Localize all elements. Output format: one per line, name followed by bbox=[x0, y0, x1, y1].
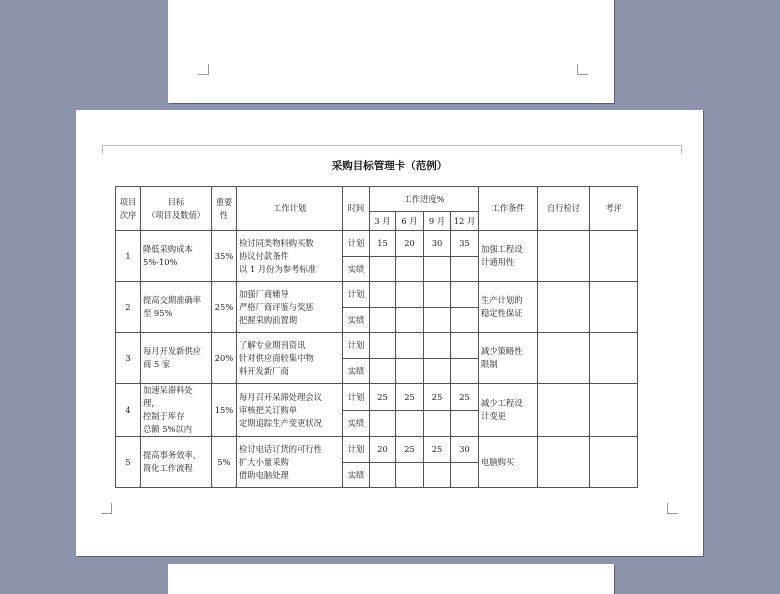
target-cell: 提高事务效率， 简化工作流程 bbox=[141, 437, 212, 488]
actual-cell bbox=[424, 307, 451, 333]
time-plan-label: 计划 bbox=[343, 384, 370, 411]
actual-cell bbox=[451, 307, 479, 333]
condition-cell: 生产计划的 稳定性保证 bbox=[479, 282, 538, 333]
time-actual-label: 实绩 bbox=[343, 462, 370, 488]
time-actual-label: 实绩 bbox=[343, 358, 370, 384]
actual-cell bbox=[451, 256, 479, 282]
actual-cell bbox=[424, 462, 451, 488]
progress-cell: 25 bbox=[370, 384, 396, 411]
table-row bbox=[116, 333, 638, 359]
progress-cell: 25 bbox=[396, 437, 424, 463]
review-cell bbox=[590, 437, 638, 488]
table-row bbox=[116, 437, 638, 463]
actual-cell bbox=[370, 410, 396, 437]
weight-cell: 15% bbox=[212, 384, 237, 437]
review-cell bbox=[590, 282, 638, 333]
target-cell: 提高交期准确率 至 95% bbox=[141, 282, 212, 333]
time-plan-label: 计划 bbox=[343, 437, 370, 463]
progress-cell bbox=[424, 282, 451, 308]
header-self-check: 自行检讨 bbox=[538, 187, 590, 231]
header-month: 6 月 bbox=[396, 212, 424, 231]
condition-cell: 减少策略性 限制 bbox=[479, 333, 538, 384]
progress-cell: 20 bbox=[370, 437, 396, 463]
weight-cell: 35% bbox=[212, 231, 237, 282]
time-actual-label: 实绩 bbox=[343, 307, 370, 333]
row-number: 4 bbox=[116, 384, 141, 437]
progress-cell: 25 bbox=[424, 437, 451, 463]
review-cell bbox=[590, 333, 638, 384]
header-month: 9 月 bbox=[424, 212, 451, 231]
plan-cell: 加强厂商辅导 严格厂商评鉴与奖惩 把握采购前置期 bbox=[237, 282, 343, 333]
row-number: 3 bbox=[116, 333, 141, 384]
row-number: 1 bbox=[116, 231, 141, 282]
progress-cell bbox=[424, 333, 451, 359]
weight-cell: 5% bbox=[212, 437, 237, 488]
header-condition: 工作条件 bbox=[479, 187, 538, 231]
progress-cell: 35 bbox=[451, 231, 479, 257]
self-check-cell bbox=[538, 282, 590, 333]
progress-cell: 25 bbox=[396, 384, 424, 411]
self-check-cell bbox=[538, 333, 590, 384]
progress-cell bbox=[396, 333, 424, 359]
header-weight: 重要 性 bbox=[212, 187, 237, 231]
actual-cell bbox=[424, 256, 451, 282]
plan-cell: 每月召开呆滞处理会议 审核把关订购单 定期追踪生产变更状况 bbox=[237, 384, 343, 437]
header-review: 考评 bbox=[590, 187, 638, 231]
self-check-cell bbox=[538, 384, 590, 437]
progress-cell bbox=[451, 282, 479, 308]
actual-cell bbox=[451, 462, 479, 488]
time-plan-label: 计划 bbox=[343, 231, 370, 257]
actual-cell bbox=[370, 256, 396, 282]
progress-cell: 20 bbox=[396, 231, 424, 257]
actual-cell bbox=[424, 410, 451, 437]
document-page bbox=[76, 110, 703, 556]
header-target: 目标 （项目及数值） bbox=[141, 187, 212, 231]
progress-cell bbox=[370, 333, 396, 359]
actual-cell bbox=[396, 307, 424, 333]
self-check-cell bbox=[538, 437, 590, 488]
crop-mark bbox=[198, 64, 209, 75]
actual-cell bbox=[424, 358, 451, 384]
next-page bbox=[168, 564, 614, 594]
page-title: 采购目标管理卡（范例） bbox=[331, 160, 448, 172]
plan-cell: 检讨同类物料购买数 协议付款条件 以 1 月份为参考标准 bbox=[237, 231, 343, 282]
actual-cell bbox=[370, 307, 396, 333]
row-number: 5 bbox=[116, 437, 141, 488]
header-month: 3 月 bbox=[370, 212, 396, 231]
actual-cell bbox=[370, 462, 396, 488]
actual-cell bbox=[370, 358, 396, 384]
review-cell bbox=[590, 231, 638, 282]
progress-cell bbox=[396, 282, 424, 308]
condition-cell: 加强工程设 计通用性 bbox=[479, 231, 538, 282]
target-cell: 降低采购成本 5%-10% bbox=[141, 231, 212, 282]
condition-cell: 减少工程设 计变更 bbox=[479, 384, 538, 437]
review-cell bbox=[590, 384, 638, 437]
crop-mark bbox=[667, 503, 678, 514]
weight-cell: 25% bbox=[212, 282, 237, 333]
target-cell: 加速呆滞料处理， 控制于库存 总额 5%以内 bbox=[141, 384, 212, 437]
table-row bbox=[116, 384, 638, 411]
purchase-target-table bbox=[115, 186, 638, 488]
plan-cell: 了解专业期刊资讯 针对供应商较集中物 料开发新厂商 bbox=[237, 333, 343, 384]
actual-cell bbox=[396, 358, 424, 384]
previous-page bbox=[168, 0, 614, 103]
self-check-cell bbox=[538, 231, 590, 282]
actual-cell bbox=[396, 256, 424, 282]
time-actual-label: 实绩 bbox=[343, 256, 370, 282]
progress-cell: 25 bbox=[424, 384, 451, 411]
time-plan-label: 计划 bbox=[343, 333, 370, 359]
table-row bbox=[116, 282, 638, 308]
target-cell: 每月开发新供应 商 5 家 bbox=[141, 333, 212, 384]
actual-cell bbox=[451, 410, 479, 437]
progress-cell bbox=[451, 333, 479, 359]
table-row bbox=[116, 231, 638, 257]
time-plan-label: 计划 bbox=[343, 282, 370, 308]
actual-cell bbox=[396, 410, 424, 437]
progress-cell: 30 bbox=[451, 437, 479, 463]
header-progress: 工作进度% bbox=[370, 187, 479, 212]
time-actual-label: 实绩 bbox=[343, 410, 370, 437]
header-time: 时间 bbox=[343, 187, 370, 231]
header-seq: 项目 次序 bbox=[116, 187, 141, 231]
actual-cell bbox=[396, 462, 424, 488]
row-number: 2 bbox=[116, 282, 141, 333]
weight-cell: 20% bbox=[212, 333, 237, 384]
progress-cell: 25 bbox=[451, 384, 479, 411]
plan-cell: 检讨电话订货的可行性 扩大小量采购 借助电脑处理 bbox=[237, 437, 343, 488]
progress-cell bbox=[370, 282, 396, 308]
condition-cell: 电脑购买 bbox=[479, 437, 538, 488]
progress-cell: 30 bbox=[424, 231, 451, 257]
header-rule bbox=[102, 145, 682, 154]
actual-cell bbox=[451, 358, 479, 384]
header-month: 12 月 bbox=[451, 212, 479, 231]
crop-mark bbox=[101, 503, 112, 514]
crop-mark bbox=[577, 64, 588, 75]
header-plan: 工作计划 bbox=[237, 187, 343, 231]
progress-cell: 15 bbox=[370, 231, 396, 257]
